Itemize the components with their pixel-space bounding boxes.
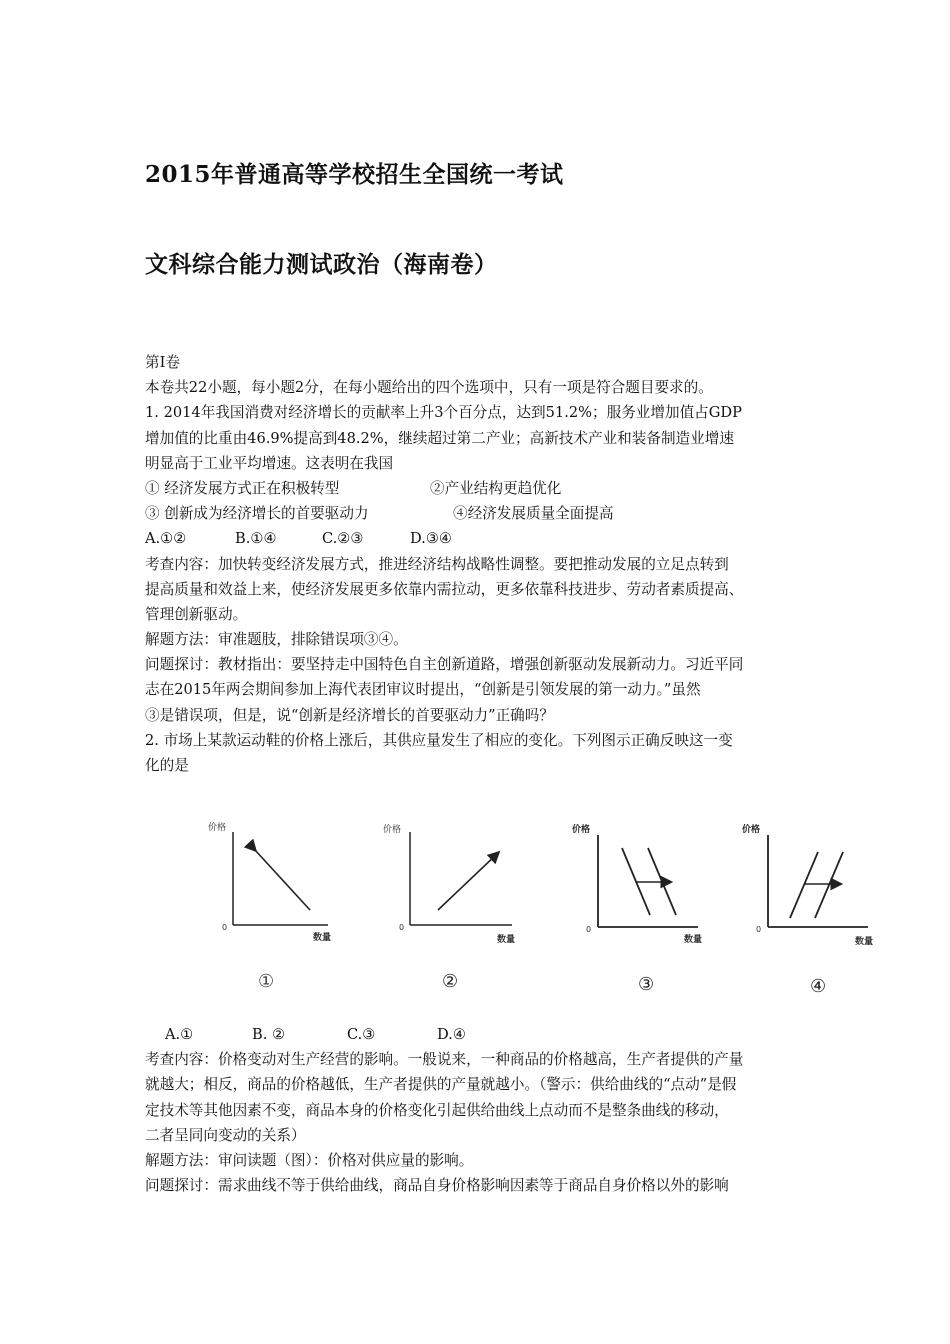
q1-stem-line: 增加值的比重由46.9%提高到48.2%，继续超过第二产业；高新技术产业和装备制造业增速 (145, 429, 734, 447)
q1-item: ②产业结构更趋优化 (430, 479, 562, 497)
exam-subtitle: 文科综合能力测试政治（海南卷） (145, 251, 498, 278)
x-axis-label: 数量 (855, 937, 874, 947)
q2-option: A.① (165, 1026, 194, 1043)
supply-line (815, 852, 843, 918)
q1-option: D.③④ (410, 530, 452, 548)
x-axis-label: 数量 (684, 935, 703, 945)
q1-item: ① 经济发展方式正在积极转型 (145, 479, 340, 497)
q1-item: ③ 创新成为经济增长的首要驱动力 (145, 505, 369, 523)
panel-label: ① (258, 971, 275, 992)
q2-analysis-line: 定技术等其他因素不变，商品本身的价格变化引起供给曲线上点动而不是整条曲线的移动， (145, 1101, 729, 1119)
graph-panel-1 (208, 821, 331, 992)
supply-line (255, 850, 310, 910)
q1-option: C.②③ (322, 530, 364, 548)
supply-line (438, 853, 498, 910)
q1-option: A.①② (145, 530, 187, 548)
graph-panel-4 (742, 823, 873, 997)
graph-panel-3 (572, 823, 702, 995)
q2-discussion-line: 问题探讨：需求曲线不等于供给曲线，商品自身价格影响因素等于商品自身价格以外的影响 (145, 1177, 729, 1195)
origin-label: 0 (756, 925, 762, 934)
q1-items-row (145, 501, 810, 526)
exam-title: 2015年普通高等学校招生全国统一考试 (145, 161, 564, 188)
question-block-2 (145, 1022, 810, 1198)
origin-label: 0 (222, 923, 228, 932)
q1-items-row (145, 476, 810, 501)
q1-option: B.①④ (235, 530, 277, 548)
y-axis-label: 价格 (383, 825, 402, 835)
q1-discussion-line: ③是错误项，但是，说“创新是经济增长的首要驱动力”正确吗？ (145, 706, 554, 724)
question-block-1 (145, 350, 810, 778)
q1-analysis-line: 考查内容：加快转变经济发展方式，推进经济结构战略性调整。要把推动发展的立足点转到 (145, 555, 729, 573)
q2-method: 解题方法：审问读题（图）：价格对供应量的影响。 (145, 1151, 474, 1169)
graph-panel-2 (383, 823, 515, 992)
origin-label: 0 (586, 925, 592, 934)
q2-stem-line: 化的是 (145, 757, 189, 774)
q2-analysis-line: 二者呈同向变动的关系） (145, 1126, 306, 1144)
q2-option: C.③ (347, 1026, 376, 1043)
q2-option: D.④ (437, 1026, 466, 1043)
q1-discussion-line: 志在2015年两会期间参加上海代表团审议时提出，“创新是引领发展的第一动力。”虽然 (145, 681, 701, 699)
y-axis-label: 价格 (208, 823, 227, 833)
panel-label: ② (442, 971, 459, 992)
y-axis-label: 价格 (742, 825, 761, 835)
q1-analysis-line: 提高质量和效益上来，使经济发展更多依靠内需拉动，更多依靠科技进步、劳动者素质提高、 (145, 580, 744, 598)
x-axis-label: 数量 (497, 935, 516, 945)
panel-label: ③ (638, 974, 655, 995)
q1-stem-line: 1. 2014年我国消费对经济增长的贡献率上升3个百分点，达到51.2%；服务业增加值占GDP (145, 404, 742, 422)
supply-curve-figure (200, 810, 874, 1000)
panel-label: ④ (810, 976, 827, 997)
y-axis-label: 价格 (572, 825, 591, 835)
q2-options (145, 1022, 810, 1047)
section-intro: 本卷共22小题，每小题2分，在每小题给出的四个选项中，只有一项是符合题目要求的。 (145, 379, 713, 397)
q2-option: B. ② (252, 1026, 286, 1043)
q1-discussion-line: 问题探讨：教材指出：要坚持走中国特色自主创新道路，增强创新驱动发展新动力。习近平同 (145, 656, 744, 674)
origin-label: 0 (399, 923, 405, 932)
q2-stem-line: 2. 市场上某款运动鞋的价格上涨后，其供应量发生了相应的变化。下列图示正确反映这一变 (145, 731, 733, 749)
q1-options (145, 526, 810, 551)
q1-item: ④经济发展质量全面提高 (453, 505, 614, 523)
x-axis-label: 数量 (313, 933, 332, 943)
q1-method: 解题方法：审准题肢，排除错误项③④。 (145, 631, 408, 649)
section-label: 第Ⅰ卷 (145, 354, 180, 371)
q2-analysis-line: 就越大；相反，商品的价格越低，生产者提供的产量就越小。（警示：供给曲线的“点动”是假 (145, 1076, 737, 1094)
q2-analysis-line: 考查内容：价格变动对生产经营的影响。一般说来，一种商品的价格越高，生产者提供的产量 (145, 1051, 744, 1069)
supply-line (790, 852, 818, 918)
q1-stem-line: 明显高于工业平均增速。这表明在我国 (145, 454, 394, 472)
q1-analysis-line: 管理创新驱动。 (145, 605, 248, 623)
